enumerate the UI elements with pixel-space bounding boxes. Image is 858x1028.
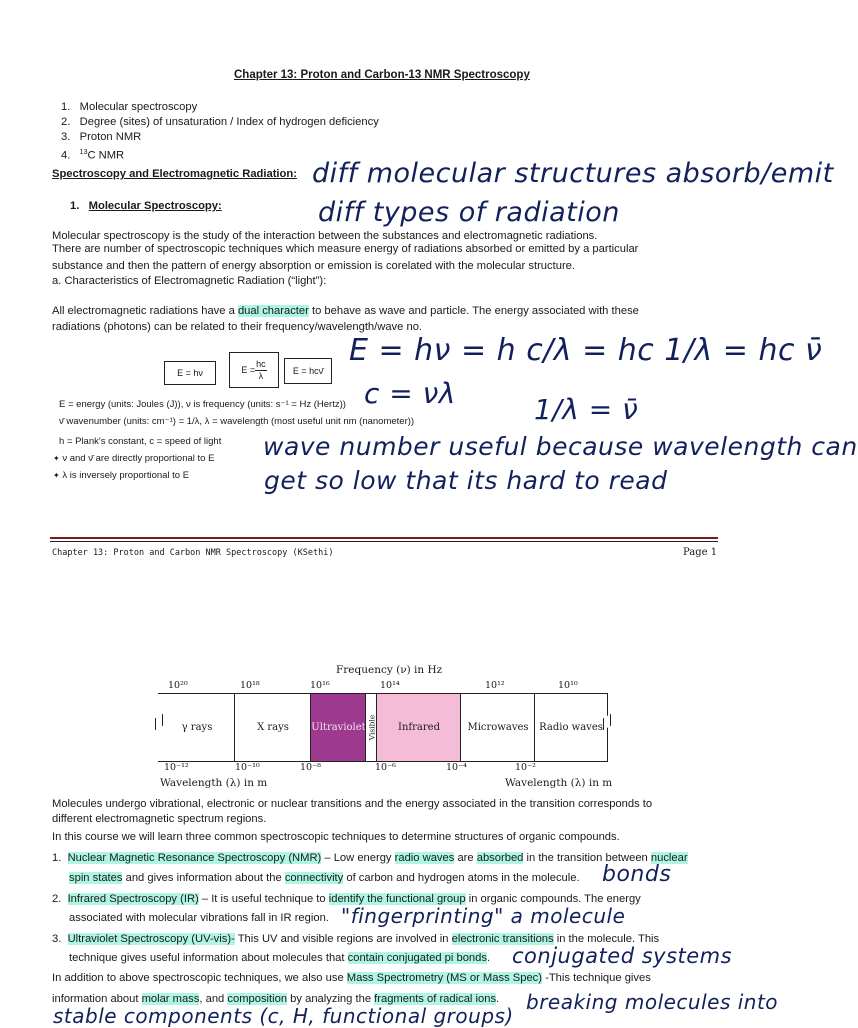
toc-item: 4. $^{13}$C NMR: [61, 149, 125, 162]
frequency-axis-label: Frequency (ν) in Hz: [336, 664, 443, 676]
handwritten-note: get so low that its hard to read: [264, 466, 668, 495]
paragraph-line: There are number of spectroscopic techniques which measure energy of radiations absorbed or emitted by a particular: [52, 243, 639, 255]
band-ultraviolet: Ultraviolet: [310, 694, 366, 761]
frequency-tick: 10¹²: [485, 680, 505, 691]
axis-break-right-icon: [603, 714, 611, 731]
paragraph-line: different electromagnetic spectrum regions.: [52, 813, 267, 825]
list-item-nmr: 1. Nuclear Magnetic Resonance Spectroscopy (NMR) – Low energy radio waves are absorbed in the transition between nuclear: [52, 852, 688, 864]
wavelength-tick: 10⁻¹⁰: [235, 762, 260, 773]
list-item-nmr-cont: spin states and gives information about the connectivity of carbon and hydrogen atoms in the molecule.: [69, 872, 580, 884]
footer-text: Chapter 13: Proton and Carbon NMR Spectroscopy (KSethi): [52, 548, 334, 558]
frequency-tick: 10¹⁶: [310, 680, 330, 691]
frequency-tick: 10¹⁰: [558, 680, 578, 691]
wavelength-tick: 10⁻⁸: [300, 762, 321, 773]
diamond-bullet-icon: ✦: [53, 454, 60, 463]
section-heading: Spectroscopy and Electromagnetic Radiation:: [52, 168, 297, 180]
wavelength-tick: 10⁻⁶: [375, 762, 396, 773]
wavelength-axis-label: Wavelength (λ) in m: [505, 777, 613, 789]
paragraph-line: In addition to above spectroscopic techniques, we also use Mass Spectrometry (MS or Mass Spec) -This technique gives: [52, 972, 651, 984]
handwritten-note: diff types of radiation: [318, 197, 620, 228]
toc-item: 3. Proton NMR: [61, 131, 142, 143]
wavelength-axis-label: Wavelength (λ) in m: [160, 777, 268, 789]
definition: ν̄ wavenumber (units: cm⁻¹) = 1/λ, λ = wavelength (most useful unit nm (nanometer)): [59, 416, 415, 427]
handwritten-note: stable components (c, H, functional groups): [53, 1004, 514, 1028]
handwritten-note: wave number useful because wavelength can: [263, 432, 858, 461]
handwritten-note: conjugated systems: [512, 944, 733, 968]
sub-heading: 1. Molecular Spectroscopy:: [70, 200, 222, 212]
band-gamma-rays: γ rays: [181, 722, 213, 733]
band-x-rays: X rays: [234, 694, 311, 761]
paragraph-line: a. Characteristics of Electromagnetic Radiation (“light”):: [52, 275, 327, 287]
handwritten-equation: c = νλ: [364, 377, 456, 410]
list-item-uv-cont: technique gives useful information about molecules that contain conjugated pi bonds.: [69, 952, 491, 964]
handwritten-equation: 1/λ = ν̄: [534, 393, 639, 426]
footer-rule: [50, 537, 718, 539]
definition: h = Plank's constant, c = speed of light: [59, 436, 222, 447]
handwritten-note: "fingerprinting" a molecule: [341, 904, 626, 928]
frequency-tick: 10²⁰: [168, 680, 188, 691]
wavelength-tick: 10⁻¹²: [164, 762, 189, 773]
wavelength-tick: 10⁻²: [515, 762, 536, 773]
equation-box: E = hcν̄: [284, 358, 332, 384]
paragraph-line: Molecules undergo vibrational, electronic or nuclear transitions and the energy associated in the transition corresponds to: [52, 798, 653, 810]
paragraph-line: information about molar mass, and composition by analyzing the fragments of radical ions.: [52, 993, 500, 1005]
handwritten-note: diff molecular structures absorb/emit: [312, 158, 834, 189]
frequency-tick: 10¹⁴: [380, 680, 400, 691]
list-item-ir-cont: associated with molecular vibrations fall in IR region.: [69, 912, 329, 924]
band-visible: Visible: [365, 694, 377, 761]
equation-box: E = hν: [164, 361, 216, 385]
toc-item: 1. Molecular spectroscopy: [61, 101, 198, 113]
footer-rule: [50, 541, 718, 542]
paragraph-line: radiations (photons) can be related to their frequency/wavelength/wave no.: [52, 321, 423, 333]
paragraph-line: Molecular spectroscopy is the study of the interaction between the substances and electromagnetic radiations.: [52, 230, 598, 242]
handwritten-note: bonds: [602, 862, 672, 887]
diamond-bullet-icon: ✦: [53, 471, 60, 480]
definition: E = energy (units: Joules (J)), ν is frequency (units: s⁻¹ = Hz (Hertz)): [59, 399, 346, 410]
page-number: Page 1: [683, 547, 718, 558]
chapter-title: Chapter 13: Proton and Carbon-13 NMR Spectroscopy: [234, 69, 530, 81]
paragraph-line: substance and then the pattern of energy absorption or emission is corelated with the molecular structure.: [52, 260, 575, 272]
em-spectrum-bar: [158, 693, 608, 762]
band-infrared: Infrared: [376, 694, 461, 761]
definition-bullet: ✦ λ is inversely proportional to E: [53, 470, 190, 481]
handwritten-note: breaking molecules into: [526, 990, 779, 1014]
band-radio-waves: Radio waves: [534, 694, 608, 761]
equation-box: E = $\frac{hc}{\lambda}$: [229, 352, 279, 388]
paragraph-line: In this course we will learn three common spectroscopic techniques to determine structures of organic compounds.: [52, 831, 620, 843]
list-item-ir: 2. Infrared Spectroscopy (IR) – It is useful technique to identify the functional group in organic compounds. The energy: [52, 893, 641, 905]
paragraph-line: All electromagnetic radiations have a dual character to behave as wave and particle. The energy associated with these: [52, 305, 639, 317]
toc-item: 2. Degree (sites) of unsaturation / Index of hydrogen deficiency: [61, 116, 379, 128]
wavelength-tick: 10⁻⁴: [446, 762, 467, 773]
frequency-tick: 10¹⁸: [240, 680, 260, 691]
handwritten-equation: E = hν = h c/λ = hc 1/λ = hc ν̄: [349, 333, 823, 368]
list-item-uv: 3. Ultraviolet Spectroscopy (UV-vis)- This UV and visible regions are involved in electronic transitions in the molecule. This: [52, 933, 660, 945]
definition-bullet: ✦ ν and ν̄ are directly proportional to E: [53, 453, 215, 464]
band-microwaves: Microwaves: [460, 694, 535, 761]
